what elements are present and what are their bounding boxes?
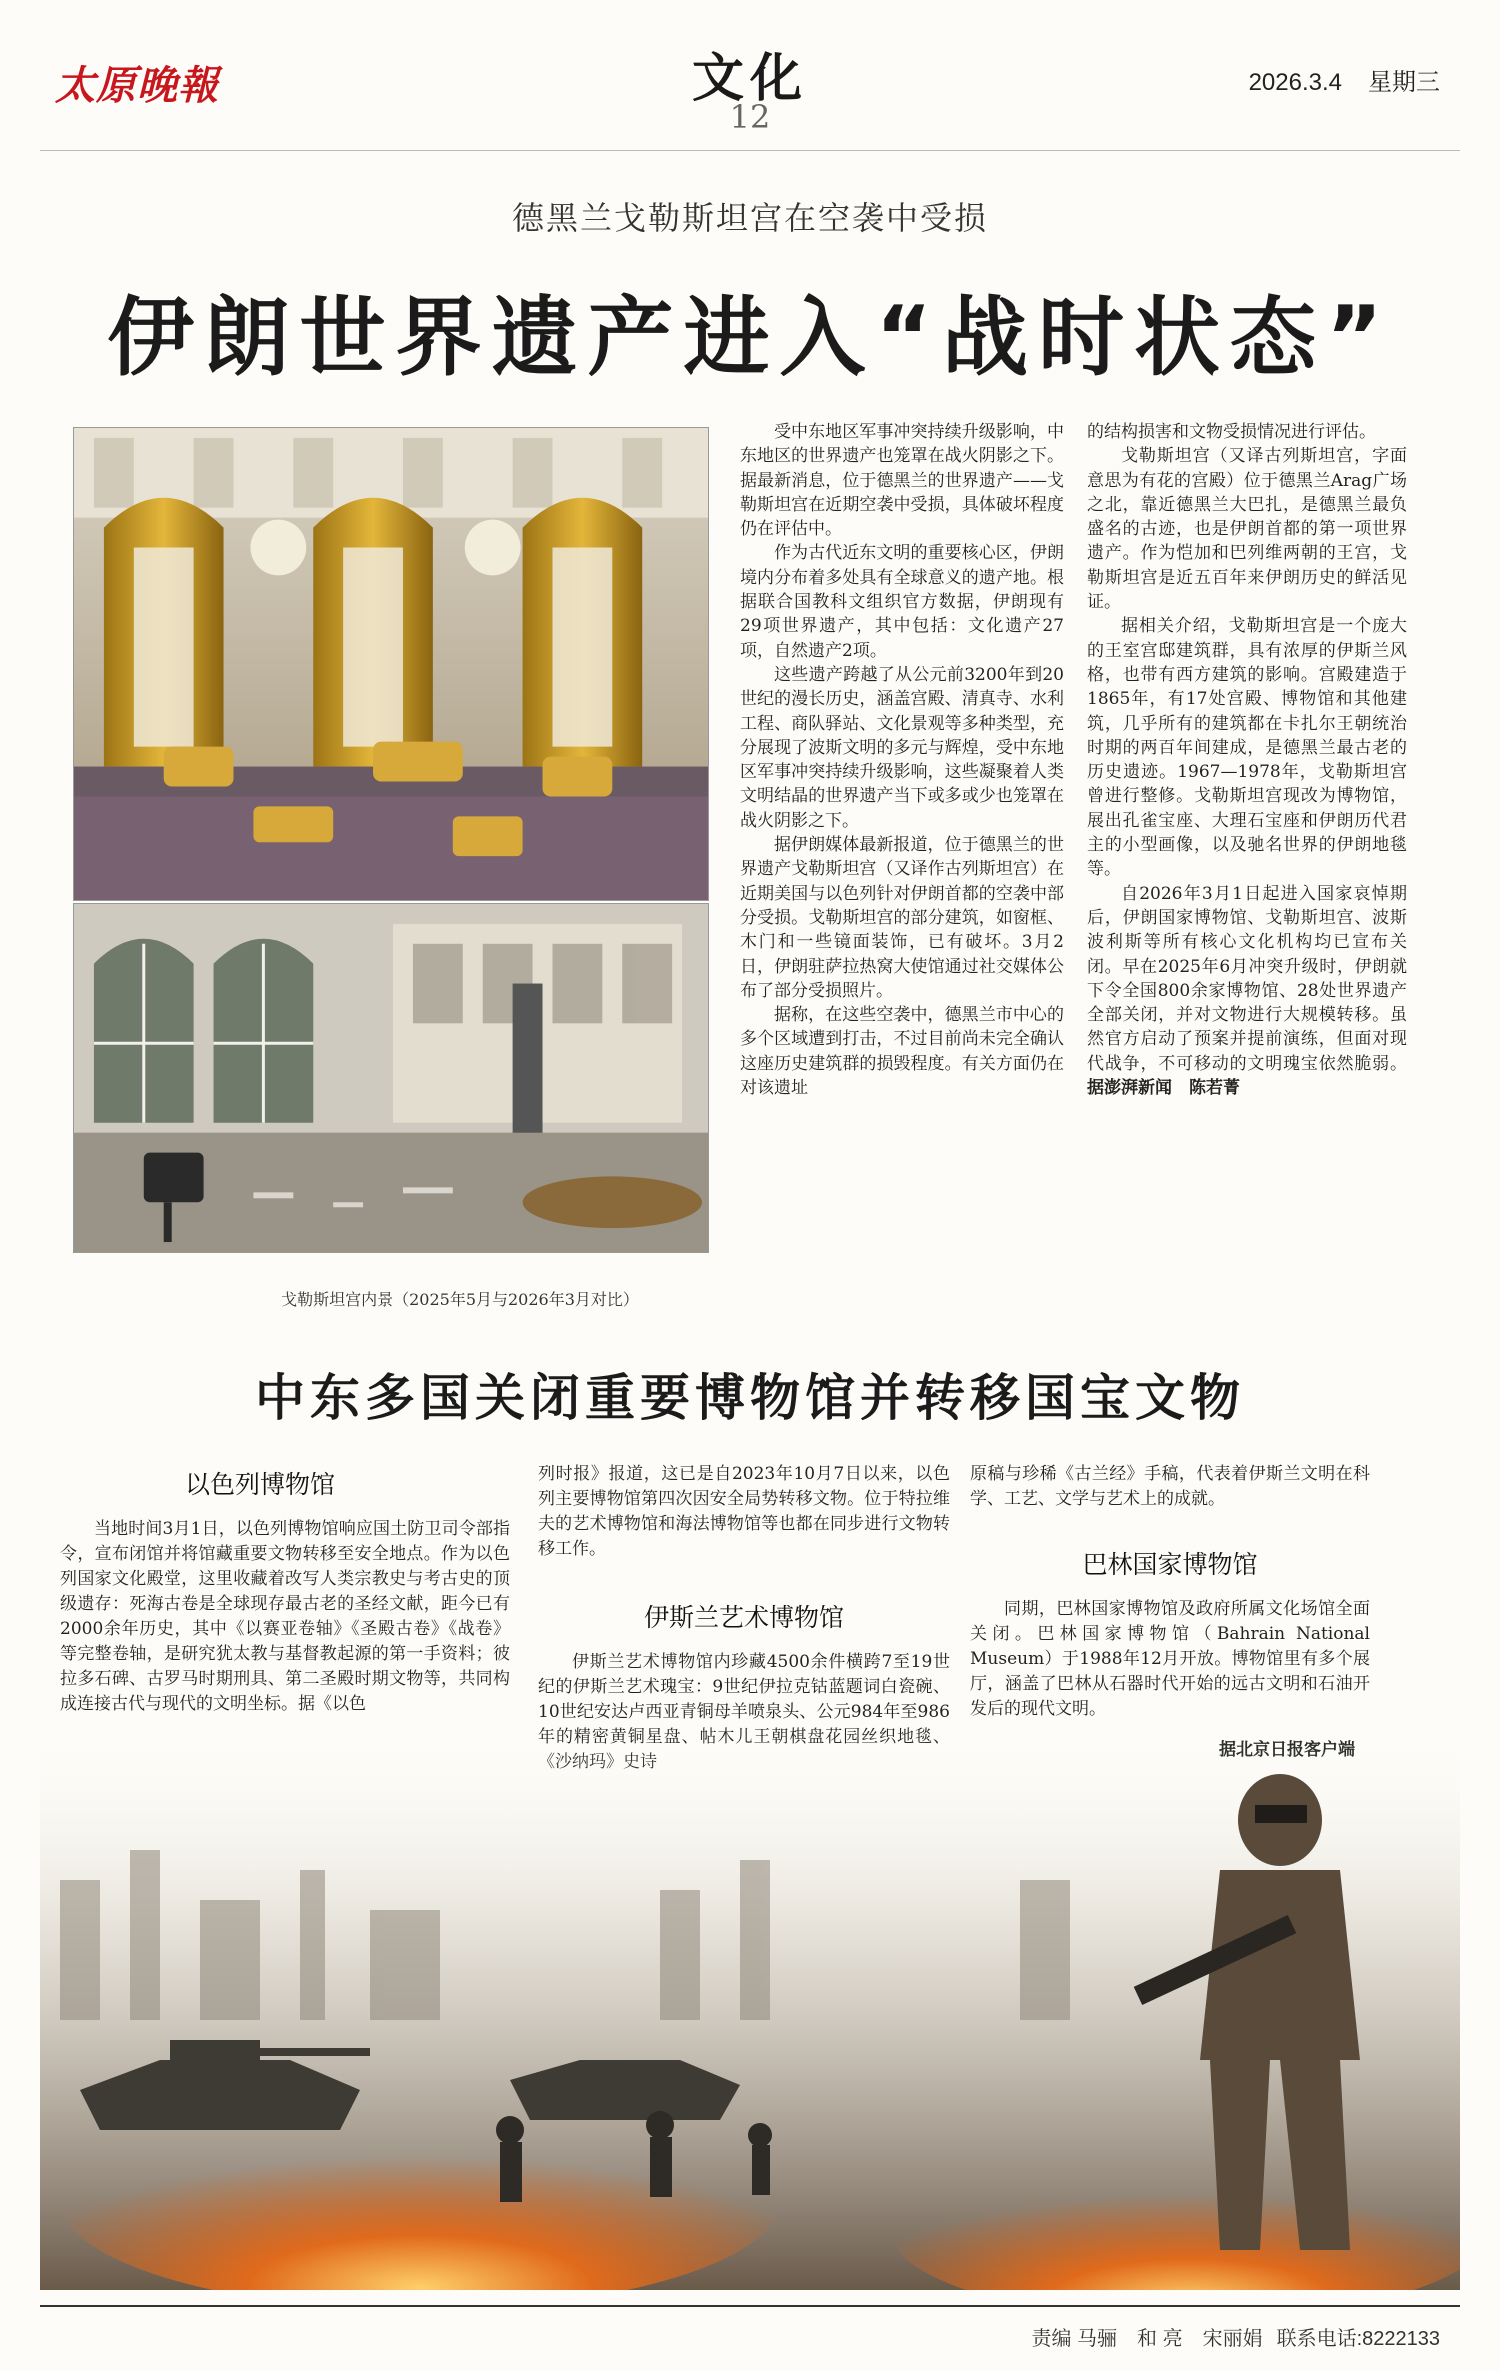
story1-paragraph: 受中东地区军事冲突持续升级影响，中东地区的世界遗产也笼罩在战火阴影之下。据最新消息，位于德黑兰的世界遗产——戈勒斯坦宫在近期空袭中受损，具体破坏程度仍在评估中。 [740,422,1064,540]
israel-paragraph-cont: 列时报》报道，这已是自2023年10月7日以来，以色列主要博物馆第四次因安全局势转移文物。位于特拉维夫的艺术博物馆和海法博物馆等也都在同步进行文物转移工作。 [538,1464,950,1559]
footer-credits [1031,2322,1440,2351]
story1-column-2 [1087,420,1407,1100]
islamic-art-museum-title: 伊斯兰艺术博物馆 [643,1604,844,1632]
story1-headline: 伊朗世界遗产进入“战时状态” [107,288,1393,388]
page-number: 12 [729,98,771,136]
story1-paragraph: 据伊朗媒体最新报道，位于德黑兰的世界遗产戈勒斯坦宫（又译作古列斯坦宫）在近期美国与以色列针对伊朗首都的空袭中部分受损。戈勒斯坦宫的部分建筑，如窗框、木门和一些镜面装饰，已有破坏。3月2日，伊朗驻萨拉热窝大使馆通过社交媒体公布了部分受损照片。 [740,835,1064,1001]
footer-divider [40,2305,1460,2307]
masthead-logo: 太原晚報 [55,62,219,109]
footer-phone: 联系电话:8222133 [1276,2328,1440,2350]
story1-column-1 [740,420,1064,1100]
israel-museum-text-cont [538,1462,950,1562]
bahrain-museum-text [970,1597,1370,1722]
weekday-text: 星期三 [1368,69,1440,96]
war-scene-illustration [40,1730,1460,2290]
story1-source: 据澎湃新闻 陈若菁 [1087,1078,1240,1099]
story1-paragraph: 据称，在这些空袭中，德黑兰市中心的多个区域遭到打击，不过目前尚未完全确认这座历史建筑群的损毁程度。有关方面仍在对该遗址 [740,1005,1064,1099]
palace-interior-photo-2025 [73,427,709,901]
islamic-art-paragraph: 伊斯兰艺术博物馆内珍藏4500余件横跨7至19世纪的伊斯兰艺术瑰宝：9世纪伊拉克钴蓝题词白瓷碗、10世纪安达卢西亚青铜母羊喷泉头、公元984年至986 [538,1652,950,1722]
islamic-art-museum-text-cont [970,1462,1370,1512]
bahrain-museum-title: 巴林国家博物馆 [1082,1551,1258,1579]
header-divider [40,150,1460,151]
story1-paragraph: 作为古代近东文明的重要核心区，伊朗境内分布着多处具有全球意义的遗产地。根据联合国教科文组织官方数据，伊朗现有29项世界遗产，其中包括：文化遗产27项，自然遗产2项。 [740,543,1064,661]
islamic-art-paragraph-cont: 原稿与珍稀《古兰经》手稿，代表着伊斯兰文明在科学、工艺、文学与艺术上的成就。 [970,1464,1370,1509]
story1-paragraph: 的结构损害和文物受损情况进行评估。 [1087,422,1376,442]
story1-paragraph-text: 自2026年3月1日起进入国家哀悼期后，伊朗国家博物馆、戈勒斯坦宫、波斯波利斯等所有核心文化机构均已宣布关闭。早在2025年6月冲突升级时，伊朗就下令全国800余家博物馆、28处世界遗产全部关闭，并对文物进行大规模转移。虽然官方启动了预案并提前演练，但面对现代战争，不可移动的文明瑰宝依然脆弱。 [1087,883,1407,1074]
story1-paragraph: 这些遗产跨越了从公元前3200年到20世纪的漫长历史，涵盖宫殿、清真寺、水利工程、商队驿站、文化景观等多种类型，充分展现了波斯文明的多元与辉煌，受中东地区军事冲突持续升级影响，这些凝聚着人类文明结晶的世界遗产当下或多或少也笼罩在战火阴影之下。 [740,664,1064,831]
palace-interior-photo-2026-damaged [73,903,709,1253]
story1-paragraph: 据相关介绍，戈勒斯坦宫是一个庞大的王室宫邸建筑群，具有浓厚的伊斯兰风格，也带有西方建筑的影响。宫殿建造于1865年，有17处宫殿、博物馆和其他建筑，几乎所有的建筑都在卡扎尔王朝统治时期的两百年间建成，是德黑兰最古老的历史遗迹。1967—1978年，戈勒斯坦宫曾进行整修。戈勒斯坦宫现改为博物馆，展出孔雀宝座、大理石宝座和伊朗历代君主的小型画像，以及驰名世界的伊朗地毯等。 [1087,616,1407,880]
israel-museum-text [60,1517,510,1717]
story2-headline: 中东多国关闭重要博物馆并转移国宝文物 [255,1369,1245,1427]
date-text: 2026.3.4 [1248,69,1342,96]
issue-date [1249,62,1440,97]
story1-paragraph: 戈勒斯坦宫（又译古列斯坦宫，字面意思为有花的宫殿）位于德黑兰Arag广场之北，靠近德黑兰大巴扎，是德黑兰最负盛名的古迹，也是伊朗首都的第一项世界遗产。作为恺加和巴列维两朝的王宫，戈勒斯坦宫是近五百年来伊朗历史的鲜活见证。 [1087,446,1407,613]
footer-editors: 责编 马骊 和 亮 宋丽娟 [1031,2328,1263,2350]
israel-museum-title: 以色列博物馆 [184,1471,335,1499]
section-title: 文化 [691,48,808,109]
story1-paragraph [1087,882,1407,1101]
israel-paragraph: 当地时间3月1日，以色列博物馆响应国土防卫司令部指令，宣布闭馆并将馆藏重要文物转移至安全地点。作为以色列国家文化殿堂，这里收藏着改写人类宗教史与考古史的顶级遗存：死海古卷是全球现存最古老的圣经文献，距今已有2000余年历史，其中《以赛亚卷轴》《圣殿古卷》《战卷》等完整卷轴，是研究犹太教与基督教起源的第一手资料；彼拉多石碑、古罗马时期刑具、第二圣殿时期文物等，共同构成连接古代与现代的文明坐标。据《以色 [60,1519,510,1714]
bahrain-paragraph: 同期，巴林国家博物馆及政府所属文化场馆全面关闭。巴林国家博物馆（Bahrain National Museum）于1988年12月开放。博物馆里有多个展厅，涵盖了巴林从石器时代开始的远古文明和石油开发后的现代文明。 [970,1599,1370,1719]
photo-caption: 戈勒斯坦宫内景（2025年5月与2026年3月对比） [281,1290,639,1309]
story1-subhead: 德黑兰戈勒斯坦宫在空袭中受损 [511,199,988,237]
